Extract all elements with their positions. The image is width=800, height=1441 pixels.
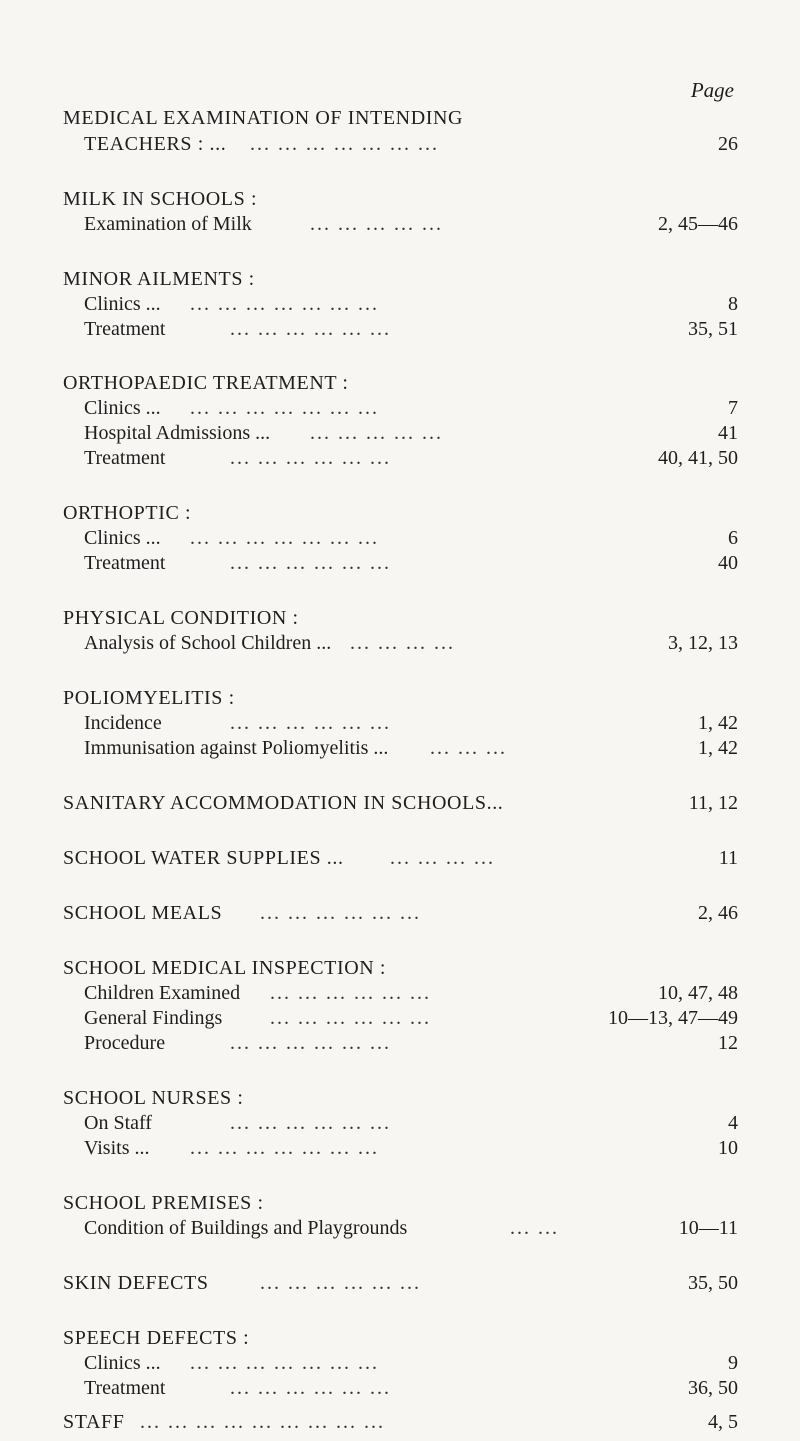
leader-dots: ... ... ... ... ... ... ... [190, 1352, 379, 1374]
index-heading-speech-defects: SPEECH DEFECTS : [63, 1327, 250, 1349]
index-entry [0, 290, 800, 318]
entry-label: Children Examined [84, 982, 241, 1004]
entry-label: Treatment [84, 1377, 166, 1399]
index-heading-staff: STAFF [63, 1411, 125, 1433]
index-heading-medical-examination: MEDICAL EXAMINATION OF INTENDING [63, 107, 464, 129]
leader-dots: ... ... ... [430, 737, 507, 759]
page-number: 3, 12, 13 [668, 632, 738, 654]
page-number: 6 [728, 527, 738, 549]
index-entry-staff [0, 1408, 800, 1436]
entry-label: Treatment [84, 447, 166, 469]
index-heading-poliomyelitis: POLIOMYELITIS : [63, 687, 235, 709]
index-entry [0, 315, 800, 343]
index-heading-milk: MILK IN SCHOOLS : [63, 188, 258, 210]
leader-dots: ... ... ... ... ... ... ... ... ... [140, 1411, 385, 1433]
index-entry [0, 709, 800, 737]
index-entry [0, 1134, 800, 1162]
index-heading-school-meals: SCHOOL MEALS [63, 902, 223, 924]
page-number: 11 [718, 847, 738, 869]
leader-dots: ... ... ... ... ... ... ... [250, 133, 439, 155]
entry-label: Analysis of School Children ... [84, 632, 332, 654]
page-column-header: Page [690, 78, 734, 102]
page-number: 40, 41, 50 [658, 447, 738, 469]
index-entry-school-meals [0, 899, 800, 927]
leader-dots: ... ... ... ... ... ... [270, 982, 431, 1004]
entry-label: Examination of Milk [84, 213, 252, 235]
index-heading-medical-inspection: SCHOOL MEDICAL INSPECTION : [63, 957, 387, 979]
leader-dots: ... ... ... ... ... ... [230, 1112, 391, 1134]
index-entry [0, 549, 800, 577]
index-entry [0, 734, 800, 762]
index-entry [0, 524, 800, 552]
entry-label: Clinics ... [84, 1352, 161, 1374]
leader-dots: ... ... ... ... ... [310, 422, 443, 444]
leader-dots: ... ... ... ... ... ... [230, 447, 391, 469]
entry-label: Immunisation against Poliomyelitis ... [84, 737, 389, 759]
index-heading-orthoptic: ORTHOPTIC : [63, 502, 192, 524]
page-number: 41 [718, 422, 738, 444]
leader-dots: ... ... ... ... [390, 847, 495, 869]
index-heading-teachers: TEACHERS : ... [84, 133, 227, 155]
entry-label: General Findings [84, 1007, 223, 1029]
index-entry-water-supplies [0, 844, 800, 872]
page-number: 10, 47, 48 [658, 982, 738, 1004]
index-entry [0, 394, 800, 422]
index-heading-school-premises: SCHOOL PREMISES : [63, 1192, 264, 1214]
entry-label: Condition of Buildings and Playgrounds [84, 1217, 408, 1239]
index-entry [0, 1004, 800, 1032]
page-number: 10—13, 47—49 [608, 1007, 738, 1029]
index-heading-skin-defects: SKIN DEFECTS [63, 1272, 209, 1294]
index-heading-water-supplies: SCHOOL WATER SUPPLIES ... [63, 847, 344, 869]
index-heading-physical-condition: PHYSICAL CONDITION : [63, 607, 299, 629]
page-number: 9 [728, 1352, 738, 1374]
index-entry [0, 1374, 800, 1402]
page-number: 35, 50 [688, 1272, 738, 1294]
leader-dots: ... ... ... ... ... [310, 213, 443, 235]
entry-label: Treatment [84, 552, 166, 574]
leader-dots: ... ... ... ... ... ... [260, 902, 421, 924]
page-number: 2, 45—46 [658, 213, 738, 235]
index-heading-orthopaedic: ORTHOPAEDIC TREATMENT : [63, 372, 349, 394]
index-entry [0, 419, 800, 447]
index-entry [0, 210, 800, 238]
leader-dots: ... ... ... ... [350, 632, 455, 654]
index-entry [0, 1349, 800, 1377]
leader-dots: ... ... ... ... ... ... ... [190, 1137, 379, 1159]
index-entry [0, 629, 800, 657]
page-number: 4, 5 [708, 1411, 738, 1433]
entry-label: Hospital Admissions ... [84, 422, 271, 444]
leader-dots: ... ... ... ... ... ... ... [190, 397, 379, 419]
leader-dots: ... ... ... ... ... ... [230, 552, 391, 574]
entry-label: Clinics ... [84, 527, 161, 549]
leader-dots: ... ... ... ... ... ... [230, 712, 391, 734]
entry-label: Clinics ... [84, 397, 161, 419]
index-entry-sanitary [0, 789, 800, 817]
index-heading-school-nurses: SCHOOL NURSES : [63, 1087, 244, 1109]
leader-dots: ... ... ... ... ... ... [230, 1032, 391, 1054]
index-entry [0, 1214, 800, 1242]
page-number: 35, 51 [688, 318, 738, 340]
leader-dots: ... ... ... ... ... ... [230, 318, 391, 340]
page-number: 10—11 [678, 1217, 738, 1239]
leader-dots: ... ... ... ... ... ... ... [190, 527, 379, 549]
entry-label: Procedure [84, 1032, 166, 1054]
index-entry [0, 1109, 800, 1137]
leader-dots: ... ... ... ... ... ... ... [190, 293, 379, 315]
leader-dots: ... ... ... ... ... ... [270, 1007, 431, 1029]
index-entry-teachers [0, 130, 800, 158]
index-entry-skin-defects [0, 1269, 800, 1297]
page-number: 1, 42 [698, 712, 738, 734]
entry-label: Visits ... [84, 1137, 150, 1159]
entry-label: Treatment [84, 318, 166, 340]
index-heading-minor-ailments: MINOR AILMENTS : [63, 268, 255, 290]
leader-dots: ... ... ... ... ... ... [230, 1377, 391, 1399]
page-number: 26 [718, 133, 738, 155]
page-number: 8 [728, 293, 738, 315]
entry-label: On Staff [84, 1112, 152, 1134]
leader-dots: ... ... ... ... ... ... [260, 1272, 421, 1294]
page-number: 1, 42 [698, 737, 738, 759]
page-number: 11, 12 [688, 792, 738, 814]
page-number: 4 [728, 1112, 738, 1134]
page-number: 2, 46 [698, 902, 738, 924]
page-number: 40 [718, 552, 738, 574]
page-number: 36, 50 [688, 1377, 738, 1399]
index-entry [0, 444, 800, 472]
leader-dots: ... ... [510, 1217, 559, 1239]
page-number: 10 [718, 1137, 738, 1159]
entry-label: Incidence [84, 712, 162, 734]
index-entry [0, 1029, 800, 1057]
page-number: 7 [728, 397, 738, 419]
entry-label: Clinics ... [84, 293, 161, 315]
index-entry [0, 979, 800, 1007]
page-number: 12 [718, 1032, 738, 1054]
index-heading-sanitary: SANITARY ACCOMMODATION IN SCHOOLS... [63, 792, 504, 814]
